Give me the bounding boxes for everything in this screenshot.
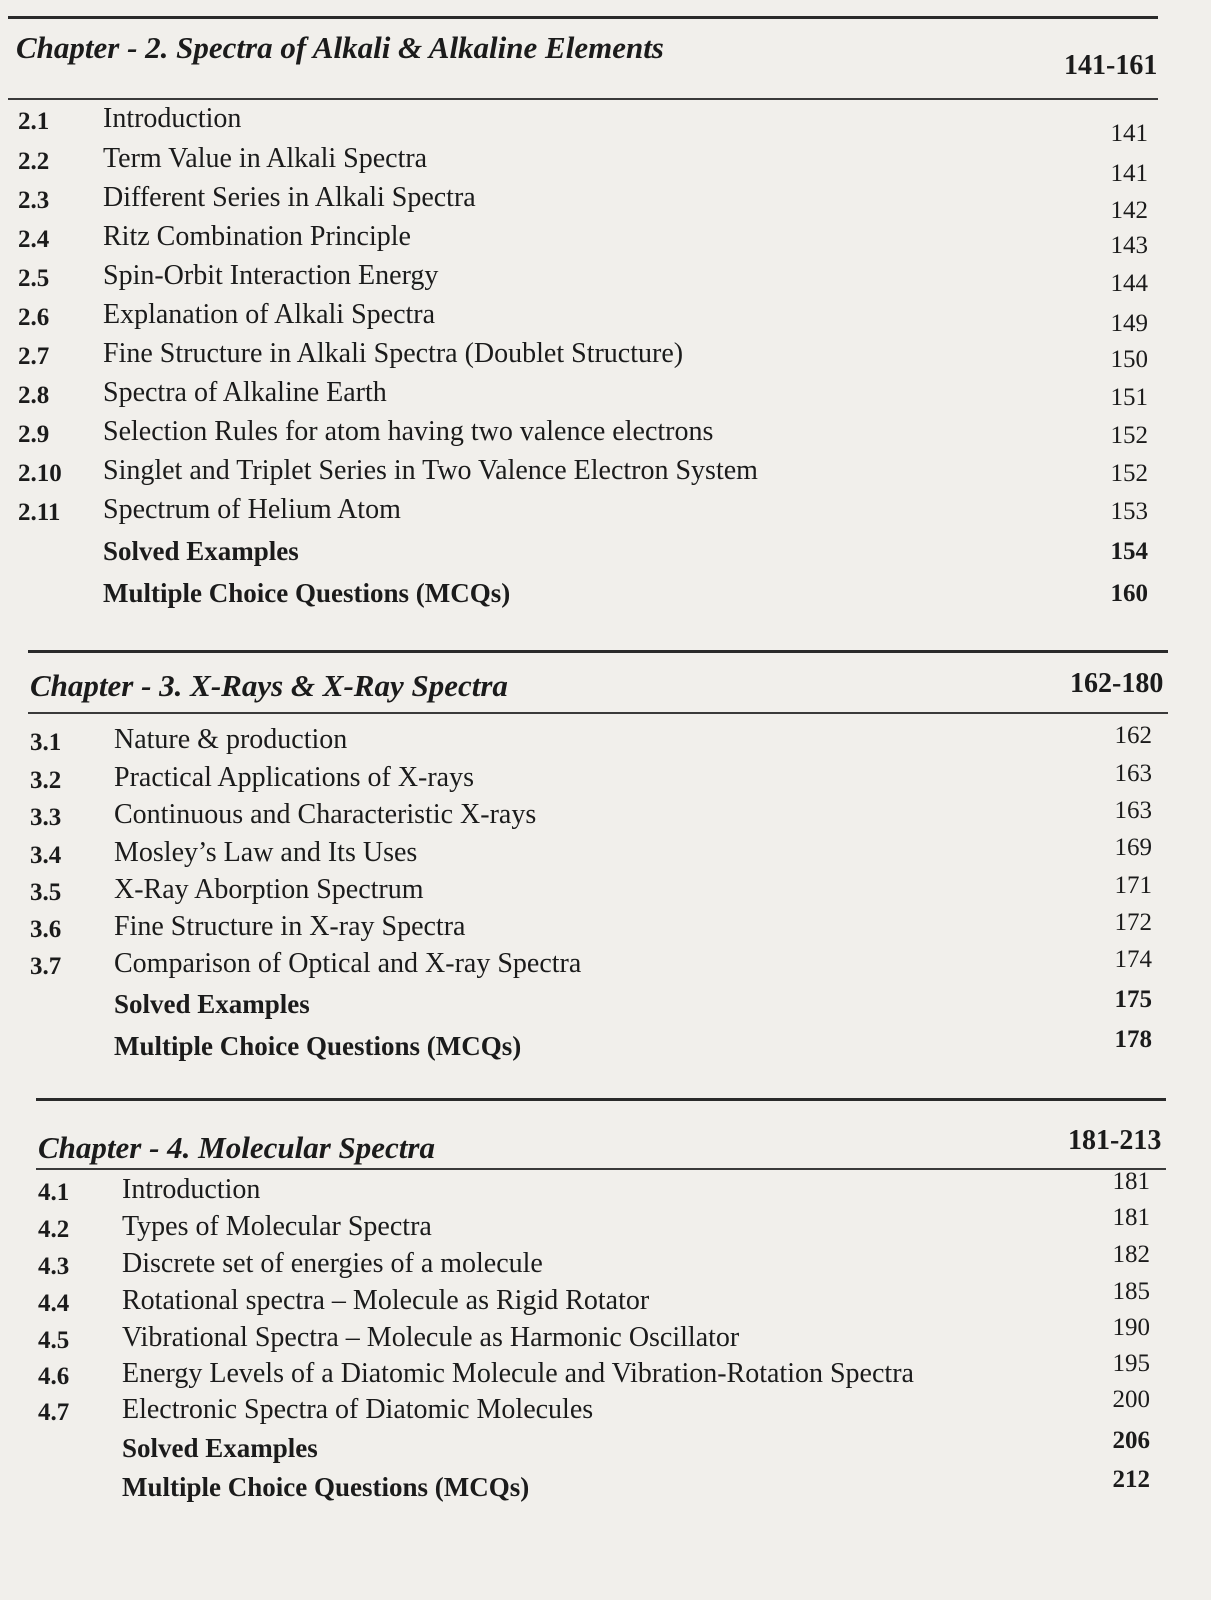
chapter-2-top-rule — [8, 16, 1158, 19]
section-number: 2.9 — [18, 421, 50, 448]
chapter-4-top-rule — [36, 1098, 1166, 1101]
section-page-number: 174 — [1114, 946, 1152, 973]
section-page-number: 185 — [1112, 1278, 1150, 1305]
section-page-number: 212 — [1112, 1466, 1150, 1493]
chapter-4-bottom-rule — [36, 1168, 1166, 1170]
section-title: Fine Structure in X-ray Spectra — [114, 911, 466, 942]
section-page-number: 160 — [1110, 580, 1148, 607]
section-number: 3.3 — [30, 804, 62, 831]
section-page-number: 141 — [1110, 160, 1148, 187]
section-number: 2.8 — [18, 382, 50, 409]
section-number: 4.7 — [38, 1399, 70, 1426]
section-number: 2.6 — [18, 304, 50, 331]
chapter-4-heading: Chapter - 4. Molecular Spectra — [38, 1130, 435, 1165]
section-page-number: 181 — [1112, 1204, 1150, 1231]
section-page-number: 169 — [1114, 834, 1152, 861]
section-page-number: 182 — [1112, 1241, 1150, 1268]
section-number: 3.7 — [30, 953, 62, 980]
section-number: 4.1 — [38, 1179, 70, 1206]
section-title: X-Ray Aborption Spectrum — [114, 874, 424, 905]
section-title: Mosley’s Law and Its Uses — [114, 837, 418, 868]
section-title: Multiple Choice Questions (MCQs) — [103, 578, 511, 608]
section-number: 2.2 — [18, 148, 50, 175]
chapter-4-page-range: 181-213 — [1068, 1125, 1162, 1156]
section-number: 3.4 — [30, 842, 62, 869]
section-title: Introduction — [122, 1174, 261, 1205]
section-title: Term Value in Alkali Spectra — [103, 143, 428, 174]
section-title: Vibrational Spectra – Molecule as Harmonic Oscillator — [122, 1322, 740, 1353]
section-page-number: 143 — [1110, 232, 1148, 259]
section-number: 2.7 — [18, 343, 50, 370]
section-title: Ritz Combination Principle — [103, 221, 411, 252]
section-title: Continuous and Characteristic X-rays — [114, 799, 537, 830]
section-number: 2.10 — [18, 460, 62, 487]
chapter-3-page-range: 162-180 — [1070, 668, 1164, 699]
chapter-3-top-rule — [28, 650, 1168, 653]
section-number: 3.5 — [30, 879, 62, 906]
section-page-number: 152 — [1110, 422, 1148, 449]
chapter-2-page-range: 141-161 — [1064, 50, 1158, 81]
chapter-2-heading: Chapter - 2. Spectra of Alkali & Alkaline Elements — [16, 30, 664, 65]
chapter-3-heading: Chapter - 3. X-Rays & X-Ray Spectra — [30, 668, 508, 703]
section-title: Energy Levels of a Diatomic Molecule and Vibration-Rotation Spectra — [122, 1358, 914, 1389]
section-page-number: 175 — [1114, 986, 1152, 1013]
section-page-number: 153 — [1110, 498, 1148, 525]
section-number: 2.5 — [18, 265, 50, 292]
section-page-number: 190 — [1112, 1314, 1150, 1341]
section-page-number: 144 — [1110, 270, 1148, 297]
section-number: 4.3 — [38, 1253, 70, 1280]
section-page-number: 181 — [1112, 1168, 1150, 1195]
chapter-3-bottom-rule — [28, 712, 1168, 714]
section-page-number: 163 — [1114, 760, 1152, 787]
section-number: 3.6 — [30, 916, 62, 943]
section-number: 2.4 — [18, 226, 50, 253]
section-page-number: 195 — [1112, 1350, 1150, 1377]
section-title: Discrete set of energies of a molecule — [122, 1248, 543, 1279]
section-number: 3.2 — [30, 767, 62, 794]
section-title: Multiple Choice Questions (MCQs) — [122, 1472, 530, 1502]
section-page-number: 152 — [1110, 460, 1148, 487]
section-title: Electronic Spectra of Diatomic Molecules — [122, 1394, 594, 1425]
section-title: Fine Structure in Alkali Spectra (Doublet Structure) — [103, 338, 684, 369]
section-title: Spectrum of Helium Atom — [103, 494, 401, 525]
section-title: Comparison of Optical and X-ray Spectra — [114, 948, 582, 979]
section-title: Rotational spectra – Molecule as Rigid Rotator — [122, 1285, 650, 1316]
chapter-2-bottom-rule — [8, 98, 1158, 100]
section-title: Different Series in Alkali Spectra — [103, 182, 476, 213]
section-page-number: 163 — [1114, 797, 1152, 824]
section-number: 4.4 — [38, 1290, 70, 1317]
section-number: 2.1 — [18, 108, 50, 135]
section-title: Solved Examples — [103, 536, 299, 566]
section-number: 4.2 — [38, 1216, 70, 1243]
section-title: Types of Molecular Spectra — [122, 1211, 432, 1242]
section-number: 4.6 — [38, 1363, 70, 1390]
section-number: 3.1 — [30, 729, 62, 756]
section-page-number: 178 — [1114, 1026, 1152, 1053]
section-page-number: 149 — [1110, 310, 1148, 337]
section-page-number: 171 — [1114, 872, 1152, 899]
section-title: Spin-Orbit Interaction Energy — [103, 260, 439, 291]
section-number: 2.3 — [18, 187, 50, 214]
section-title: Multiple Choice Questions (MCQs) — [114, 1031, 522, 1061]
section-page-number: 141 — [1110, 120, 1148, 147]
section-number: 4.5 — [38, 1327, 70, 1354]
section-page-number: 142 — [1110, 197, 1148, 224]
section-page-number: 200 — [1112, 1386, 1150, 1413]
section-page-number: 162 — [1114, 722, 1152, 749]
section-page-number: 151 — [1110, 384, 1148, 411]
section-title: Explanation of Alkali Spectra — [103, 299, 436, 330]
section-title: Selection Rules for atom having two valence electrons — [103, 416, 714, 447]
section-page-number: 150 — [1110, 346, 1148, 373]
section-number: 2.11 — [18, 499, 61, 526]
section-title: Solved Examples — [122, 1433, 318, 1463]
section-page-number: 172 — [1114, 909, 1152, 936]
section-title: Nature & production — [114, 724, 348, 755]
section-title: Solved Examples — [114, 989, 310, 1019]
section-page-number: 154 — [1110, 538, 1148, 565]
section-title: Practical Applications of X-rays — [114, 762, 475, 793]
section-title: Introduction — [103, 103, 242, 134]
section-page-number: 206 — [1112, 1427, 1150, 1454]
section-title: Spectra of Alkaline Earth — [103, 377, 387, 408]
section-title: Singlet and Triplet Series in Two Valence Electron System — [103, 455, 758, 486]
